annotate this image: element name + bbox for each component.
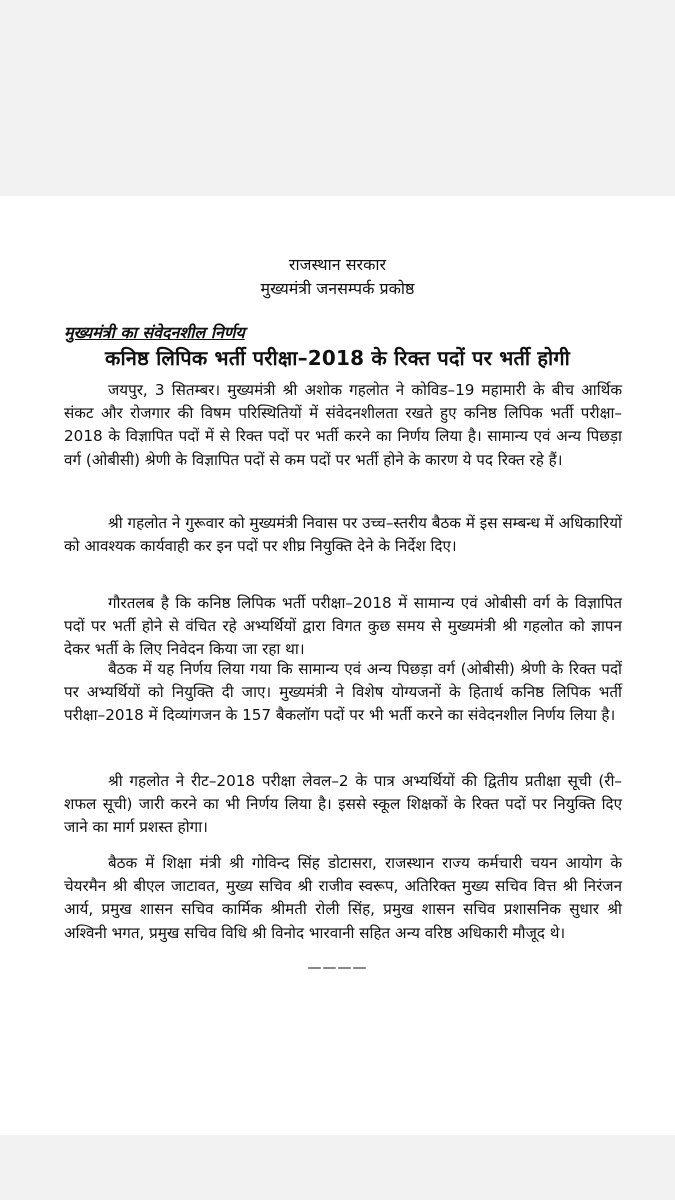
- paragraph-4: बैठक में यह निर्णय लिया गया कि सामान्य एवं अन्य पिछड़ा वर्ग (ओबीसी) श्रेणी के रिक्त पदों पर अभ्यर्थियों को नियुक्ति दी जाए। मुख्यमंत्री ने विशेष योग्यजनों के हितार्थ कनिष्ठ लिपिक भर्ती परीक्षा–2018 में दिव्यांगजन के 157 बैकलॉग पदों पर भी भर्ती करने का संवेदनशील निर्णय लिया है।: [64, 660, 622, 725]
- paragraph-2: श्री गहलोत ने गुरूवार को मुख्यमंत्री निवास पर उच्च–स्तरीय बैठक में इस सम्बन्ध में अधिकारियों को आवश्यक कार्यवाही कर इन पदों पर शीघ्र नियुक्ति देने के निर्देश दिए।: [64, 514, 622, 556]
- paragraph-6: बैठक में शिक्षा मंत्री श्री गोविन्द सिंह डोटासरा, राजस्थान राज्य कर्मचारी चयन आयोग के चेयरमैन श्री बीएल जाटावत, मुख्य सचिव श्री राजीव स्वरूप, अतिरिक्त मुख्य सचिव वित्त श्री निरंजन आर्य, प्रमुख शासन सचिव कार्मिक श्रीमती रोली सिंह, प्रमुख शासन सचिव प्रशासनिक सुधार श्री अश्विनी भगत, प्रमुख सचिव विधि श्री विनोद भारवानी सहित अन्य वरिष्ठ अधिकारी मौजूद थे।: [64, 854, 622, 942]
- paragraph-3: गौरतलब है कि कनिष्ठ लिपिक भर्ती परीक्षा–2018 में सामान्य एवं ओबीसी वर्ग के विज्ञापित पदों पर भर्ती होने से वंचित रहे अभ्यर्थियों द्वारा विगत कुछ समय से मुख्यमंत्री श्री गहलोत को ज्ञापन देकर भर्ती के लिए निवेदन किया जा रहा था।: [64, 594, 622, 659]
- top-margin: [0, 0, 675, 196]
- org-name: राजस्थान सरकार: [288, 255, 387, 274]
- bottom-margin: [0, 1135, 675, 1200]
- subheading: मुख्यमंत्री का संवेदनशील निर्णय: [64, 323, 245, 342]
- press-release-page: [0, 196, 675, 1135]
- headline: कनिष्ठ लिपिक भर्ती परीक्षा–2018 के रिक्त पदों पर भर्ती होगी: [104, 346, 571, 370]
- org-department: मुख्यमंत्री जनसम्पर्क प्रकोष्ठ: [260, 279, 415, 298]
- paragraph-5: श्री गहलोत ने रीट–2018 परीक्षा लेवल–2 के पात्र अभ्यर्थियों की द्वितीय प्रतीक्षा सूची (री–शफल सूची) जारी करने का भी निर्णय लिया है। इससे स्कूल शिक्षकों के रिक्त पदों पर नियुक्ति दिए जाने का मार्ग प्रशस्त होगा।: [64, 772, 622, 837]
- end-mark: ————: [307, 960, 368, 976]
- paragraph-1: जयपुर, 3 सितम्बर। मुख्यमंत्री श्री अशोक गहलोत ने कोविड–19 महामारी के बीच आर्थिक संकट और रोजगार की विषम परिस्थितियों में संवेदनशीलता रखते हुए कनिष्ठ लिपिक भर्ती परीक्षा–2018 के विज्ञापित पदों में से रिक्त पदों पर भर्ती करने का निर्णय लिया है। सामान्य एवं अन्य पिछड़ा वर्ग (ओबीसी) श्रेणी के विज्ञापित पदों से कम पदों पर भर्ती होने के कारण ये पद रिक्त रहे हैं।: [64, 381, 622, 469]
